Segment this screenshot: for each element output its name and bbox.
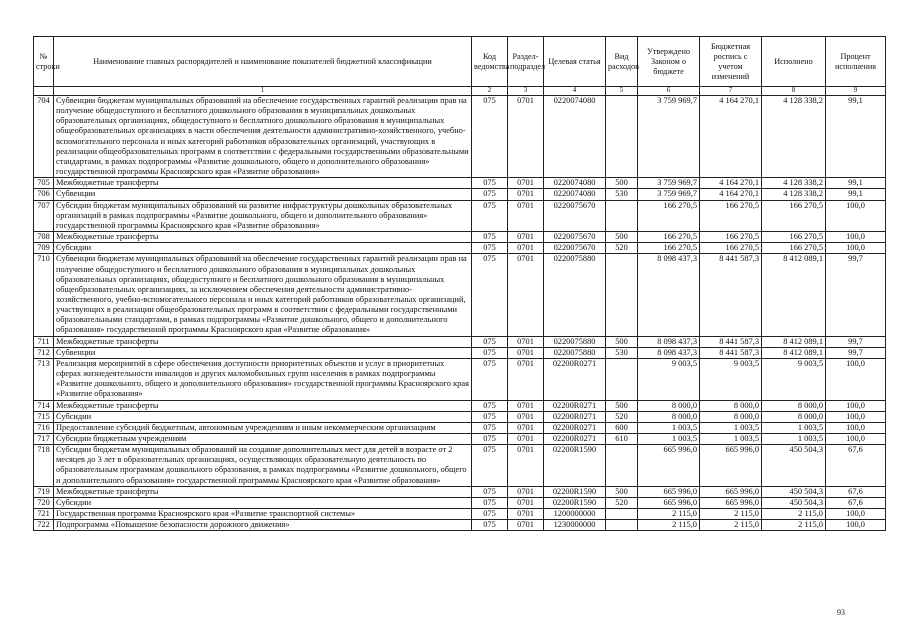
table-row — [34, 400, 886, 411]
schedule-amount: 8 000,0 — [700, 411, 762, 422]
department-code: 075 — [472, 445, 508, 487]
column-number: 5 — [606, 87, 638, 96]
schedule-amount: 4 164 270,1 — [700, 96, 762, 178]
header-section: Раздел-подраздел — [508, 37, 544, 87]
header-approved: Утверждено Законом о бюджете — [638, 37, 700, 87]
approved-amount: 665 996,0 — [638, 486, 700, 497]
execution-percent: 100,0 — [826, 434, 886, 445]
expense-type: 520 — [606, 411, 638, 422]
table-row — [34, 520, 886, 531]
schedule-amount: 166 270,5 — [700, 243, 762, 254]
row-name: Субсидии — [54, 411, 472, 422]
schedule-amount: 166 270,5 — [700, 200, 762, 231]
schedule-amount: 4 164 270,1 — [700, 189, 762, 200]
department-code: 075 — [472, 422, 508, 433]
section-code: 0701 — [508, 178, 544, 189]
department-code: 075 — [472, 336, 508, 347]
schedule-amount: 665 996,0 — [700, 497, 762, 508]
section-code: 0701 — [508, 445, 544, 487]
approved-amount: 8 000,0 — [638, 400, 700, 411]
table-row — [34, 254, 886, 336]
row-number: 717 — [34, 434, 54, 445]
approved-amount: 3 759 969,7 — [638, 178, 700, 189]
row-number: 704 — [34, 96, 54, 178]
execution-percent: 67,6 — [826, 497, 886, 508]
row-name: Субвенции бюджетам муниципальных образований на обеспечение государственных гарантий реализации прав на получение общедоступного и бесплатного дошкольного образования в муниципальных дошкольных образовательных организациях, общедоступного и бесплатного дошкольного образования в муниципальных общеобразовательных организациях, за исключением обеспечения деятельности административно-хозяйственного, учебно-вспомогательного персонала и иных категорий работников образовательных организаций, участвующих в реализации общеобразовательных программ в соответствии с федеральными государственными образовательными стандартами, в рамках подпрограммы «Развитие дошкольного, общего и дополнительного образования» государственной программы Красноярского края «Развитие образования» — [54, 254, 472, 336]
target-article: 0220075880 — [544, 347, 606, 358]
section-code: 0701 — [508, 232, 544, 243]
execution-percent: 100,0 — [826, 520, 886, 531]
approved-amount: 166 270,5 — [638, 232, 700, 243]
section-code: 0701 — [508, 400, 544, 411]
executed-amount: 450 504,3 — [762, 497, 826, 508]
row-number: 718 — [34, 445, 54, 487]
expense-type: 520 — [606, 497, 638, 508]
expense-type: 520 — [606, 243, 638, 254]
executed-amount: 9 003,5 — [762, 358, 826, 400]
schedule-amount: 2 115,0 — [700, 520, 762, 531]
row-name: Реализация мероприятий в сфере обеспечения доступности приоритетных объектов и услуг в приоритетных сферах жизнедеятельности инвалидов и других маломобильных групп населения в рамках подпрограммы «Развитие дошкольного, общего и дополнительного образования» государственной программы Красноярского края «Развитие образования» — [54, 358, 472, 400]
row-name: Межбюджетные трансферты — [54, 486, 472, 497]
table-row — [34, 434, 886, 445]
row-number: 721 — [34, 509, 54, 520]
target-article: 02200R0271 — [544, 400, 606, 411]
expense-type: 500 — [606, 336, 638, 347]
approved-amount: 665 996,0 — [638, 497, 700, 508]
row-number: 706 — [34, 189, 54, 200]
header-row — [34, 37, 886, 87]
execution-percent: 99,7 — [826, 254, 886, 336]
approved-amount: 1 003,5 — [638, 422, 700, 433]
header-department-code: Код ведомства — [472, 37, 508, 87]
department-code: 075 — [472, 486, 508, 497]
execution-percent: 100,0 — [826, 422, 886, 433]
approved-amount: 665 996,0 — [638, 445, 700, 487]
approved-amount: 2 115,0 — [638, 520, 700, 531]
department-code: 075 — [472, 520, 508, 531]
table-row — [34, 347, 886, 358]
department-code: 075 — [472, 200, 508, 231]
department-code: 075 — [472, 509, 508, 520]
row-number: 710 — [34, 254, 54, 336]
executed-amount: 8 412 089,1 — [762, 336, 826, 347]
row-number: 713 — [34, 358, 54, 400]
execution-percent: 100,0 — [826, 232, 886, 243]
row-number: 707 — [34, 200, 54, 231]
expense-type — [606, 200, 638, 231]
expense-type — [606, 509, 638, 520]
row-name: Межбюджетные трансферты — [54, 336, 472, 347]
executed-amount: 4 128 338,2 — [762, 96, 826, 178]
header-executed: Исполнено — [762, 37, 826, 87]
column-number: 7 — [700, 87, 762, 96]
row-number: 715 — [34, 411, 54, 422]
department-code: 075 — [472, 232, 508, 243]
department-code: 075 — [472, 497, 508, 508]
column-number — [34, 87, 54, 96]
row-number: 709 — [34, 243, 54, 254]
table-row — [34, 486, 886, 497]
column-number: 6 — [638, 87, 700, 96]
expense-type: 500 — [606, 400, 638, 411]
section-code: 0701 — [508, 243, 544, 254]
section-code: 0701 — [508, 96, 544, 178]
execution-percent: 100,0 — [826, 243, 886, 254]
execution-percent: 99,7 — [826, 336, 886, 347]
execution-percent: 100,0 — [826, 411, 886, 422]
target-article: 0220075670 — [544, 200, 606, 231]
table-row — [34, 445, 886, 487]
table-row — [34, 232, 886, 243]
target-article: 0220075670 — [544, 243, 606, 254]
approved-amount: 8 098 437,3 — [638, 336, 700, 347]
schedule-amount: 8 441 587,3 — [700, 336, 762, 347]
schedule-amount: 9 003,5 — [700, 358, 762, 400]
row-name: Межбюджетные трансферты — [54, 178, 472, 189]
table-row — [34, 189, 886, 200]
table-row — [34, 411, 886, 422]
table-row — [34, 509, 886, 520]
executed-amount: 166 270,5 — [762, 243, 826, 254]
execution-percent: 100,0 — [826, 509, 886, 520]
schedule-amount: 665 996,0 — [700, 445, 762, 487]
execution-percent: 100,0 — [826, 200, 886, 231]
column-number: 9 — [826, 87, 886, 96]
executed-amount: 450 504,3 — [762, 445, 826, 487]
row-number: 722 — [34, 520, 54, 531]
header-expense-type: Вид расходов — [606, 37, 638, 87]
schedule-amount: 1 003,5 — [700, 422, 762, 433]
department-code: 075 — [472, 358, 508, 400]
approved-amount: 2 115,0 — [638, 509, 700, 520]
row-number: 714 — [34, 400, 54, 411]
row-number: 712 — [34, 347, 54, 358]
executed-amount: 8 412 089,1 — [762, 347, 826, 358]
row-name: Предоставление субсидий бюджетным, автономным учреждениям и иным некоммерческим организациям — [54, 422, 472, 433]
target-article: 0220074080 — [544, 178, 606, 189]
approved-amount: 166 270,5 — [638, 200, 700, 231]
executed-amount: 1 003,5 — [762, 422, 826, 433]
table-row — [34, 422, 886, 433]
section-code: 0701 — [508, 336, 544, 347]
department-code: 075 — [472, 178, 508, 189]
header-target-article: Целевая статья — [544, 37, 606, 87]
expense-type: 610 — [606, 434, 638, 445]
row-number: 705 — [34, 178, 54, 189]
execution-percent: 100,0 — [826, 358, 886, 400]
page-number: 93 — [837, 608, 845, 617]
department-code: 075 — [472, 254, 508, 336]
department-code: 075 — [472, 189, 508, 200]
expense-type: 530 — [606, 189, 638, 200]
column-number: 3 — [508, 87, 544, 96]
execution-percent: 67,6 — [826, 445, 886, 487]
schedule-amount: 166 270,5 — [700, 232, 762, 243]
section-code: 0701 — [508, 189, 544, 200]
schedule-amount: 8 441 587,3 — [700, 254, 762, 336]
department-code: 075 — [472, 96, 508, 178]
row-name: Межбюджетные трансферты — [54, 400, 472, 411]
execution-percent: 100,0 — [826, 400, 886, 411]
execution-percent: 67,6 — [826, 486, 886, 497]
schedule-amount: 665 996,0 — [700, 486, 762, 497]
table-row — [34, 243, 886, 254]
approved-amount: 9 003,5 — [638, 358, 700, 400]
target-article: 0220075670 — [544, 232, 606, 243]
row-number: 719 — [34, 486, 54, 497]
column-number: 8 — [762, 87, 826, 96]
expense-type: 500 — [606, 178, 638, 189]
department-code: 075 — [472, 411, 508, 422]
approved-amount: 8 098 437,3 — [638, 254, 700, 336]
execution-percent: 99,1 — [826, 96, 886, 178]
target-article: 1200000000 — [544, 509, 606, 520]
target-article: 02200R1590 — [544, 445, 606, 487]
schedule-amount: 1 003,5 — [700, 434, 762, 445]
executed-amount: 4 128 338,2 — [762, 178, 826, 189]
section-code: 0701 — [508, 200, 544, 231]
row-name: Субсидии бюджетным учреждениям — [54, 434, 472, 445]
approved-amount: 3 759 969,7 — [638, 96, 700, 178]
executed-amount: 8 412 089,1 — [762, 254, 826, 336]
approved-amount: 1 003,5 — [638, 434, 700, 445]
section-code: 0701 — [508, 520, 544, 531]
column-number-row — [34, 87, 886, 96]
column-number: 4 — [544, 87, 606, 96]
table-row — [34, 200, 886, 231]
row-name: Субсидии бюджетам муниципальных образований на развитие инфраструктуры дошкольных образовательных организаций в рамках подпрограммы «Развитие дошкольного, общего и дополнительного образования» государственной программы Красноярского края «Развитие образования» — [54, 200, 472, 231]
row-name: Субвенции бюджетам муниципальных образований на обеспечение государственных гарантий реализации прав на получение общедоступного и бесплатного дошкольного образования в муниципальных дошкольных образовательных организациях, общедоступного и бесплатного дошкольного образования в муниципальных общеобразовательных организациях в части обеспечения деятельности административно-хозяйственного, учебно-вспомогательного персонала и иных категорий работников образовательных организаций, участвующих в реализации общеобразовательных программ в соответствии с федеральными государственными образовательными стандартами, в рамках подпрограммы «Развитие дошкольного, общего и дополнительного образования» государственной программы Красноярского края «Развитие образования» — [54, 96, 472, 178]
department-code: 075 — [472, 243, 508, 254]
row-name: Субсидии бюджетам муниципальных образований на создание дополнительных мест для детей в возрасте от 2 месяцев до 3 лет в образовательных организациях, осуществляющих образовательную деятельность по образовательным программам дошкольного образования, в рамках подпрограммы «Развитие дошкольного, общего и дополнительного образования» государственной программы Красноярского края «Развитие образования» — [54, 445, 472, 487]
row-name: Субвенции — [54, 347, 472, 358]
row-number: 711 — [34, 336, 54, 347]
row-number: 708 — [34, 232, 54, 243]
approved-amount: 3 759 969,7 — [638, 189, 700, 200]
approved-amount: 166 270,5 — [638, 243, 700, 254]
table-row — [34, 497, 886, 508]
target-article: 0220074080 — [544, 96, 606, 178]
executed-amount: 4 128 338,2 — [762, 189, 826, 200]
target-article: 1230000000 — [544, 520, 606, 531]
column-number: 2 — [472, 87, 508, 96]
executed-amount: 2 115,0 — [762, 520, 826, 531]
target-article: 0220074080 — [544, 189, 606, 200]
executed-amount: 8 000,0 — [762, 400, 826, 411]
section-code: 0701 — [508, 254, 544, 336]
execution-percent: 99,7 — [826, 347, 886, 358]
section-code: 0701 — [508, 422, 544, 433]
row-name: Субвенции — [54, 189, 472, 200]
executed-amount: 166 270,5 — [762, 232, 826, 243]
target-article: 02200R1590 — [544, 497, 606, 508]
target-article: 02200R1590 — [544, 486, 606, 497]
target-article: 02200R0271 — [544, 358, 606, 400]
column-number: 1 — [54, 87, 472, 96]
section-code: 0701 — [508, 358, 544, 400]
executed-amount: 2 115,0 — [762, 509, 826, 520]
header-name: Наименование главных распорядителей и наименование показателей бюджетной классификации — [54, 37, 472, 87]
table-row — [34, 96, 886, 178]
target-article: 0220075880 — [544, 254, 606, 336]
schedule-amount: 8 000,0 — [700, 400, 762, 411]
expense-type — [606, 520, 638, 531]
budget-table — [33, 36, 886, 531]
approved-amount: 8 098 437,3 — [638, 347, 700, 358]
expense-type: 500 — [606, 232, 638, 243]
schedule-amount: 8 441 587,3 — [700, 347, 762, 358]
executed-amount: 450 504,3 — [762, 486, 826, 497]
section-code: 0701 — [508, 486, 544, 497]
expense-type — [606, 358, 638, 400]
section-code: 0701 — [508, 497, 544, 508]
row-number: 720 — [34, 497, 54, 508]
execution-percent: 99,1 — [826, 189, 886, 200]
row-number: 716 — [34, 422, 54, 433]
executed-amount: 166 270,5 — [762, 200, 826, 231]
section-code: 0701 — [508, 411, 544, 422]
expense-type: 530 — [606, 347, 638, 358]
schedule-amount: 2 115,0 — [700, 509, 762, 520]
row-name: Государственная программа Красноярского края «Развитие транспортной системы» — [54, 509, 472, 520]
target-article: 02200R0271 — [544, 422, 606, 433]
executed-amount: 8 000,0 — [762, 411, 826, 422]
row-name: Субсидии — [54, 497, 472, 508]
row-name: Субсидии — [54, 243, 472, 254]
expense-type — [606, 96, 638, 178]
header-percent: Процент исполнения — [826, 37, 886, 87]
department-code: 075 — [472, 347, 508, 358]
expense-type — [606, 254, 638, 336]
department-code: 075 — [472, 434, 508, 445]
executed-amount: 1 003,5 — [762, 434, 826, 445]
target-article: 02200R0271 — [544, 411, 606, 422]
header-row-number: № строки — [34, 37, 54, 87]
table-row — [34, 178, 886, 189]
approved-amount: 8 000,0 — [638, 411, 700, 422]
section-code: 0701 — [508, 434, 544, 445]
execution-percent: 99,1 — [826, 178, 886, 189]
table-row — [34, 336, 886, 347]
row-name: Подпрограмма «Повышение безопасности дорожного движения» — [54, 520, 472, 531]
target-article: 0220075880 — [544, 336, 606, 347]
expense-type: 600 — [606, 422, 638, 433]
section-code: 0701 — [508, 509, 544, 520]
section-code: 0701 — [508, 347, 544, 358]
header-budget-schedule: Бюджетная роспись с учетом изменений — [700, 37, 762, 87]
expense-type — [606, 445, 638, 487]
expense-type: 500 — [606, 486, 638, 497]
schedule-amount: 4 164 270,1 — [700, 178, 762, 189]
table-row — [34, 358, 886, 400]
department-code: 075 — [472, 400, 508, 411]
row-name: Межбюджетные трансферты — [54, 232, 472, 243]
target-article: 02200R0271 — [544, 434, 606, 445]
